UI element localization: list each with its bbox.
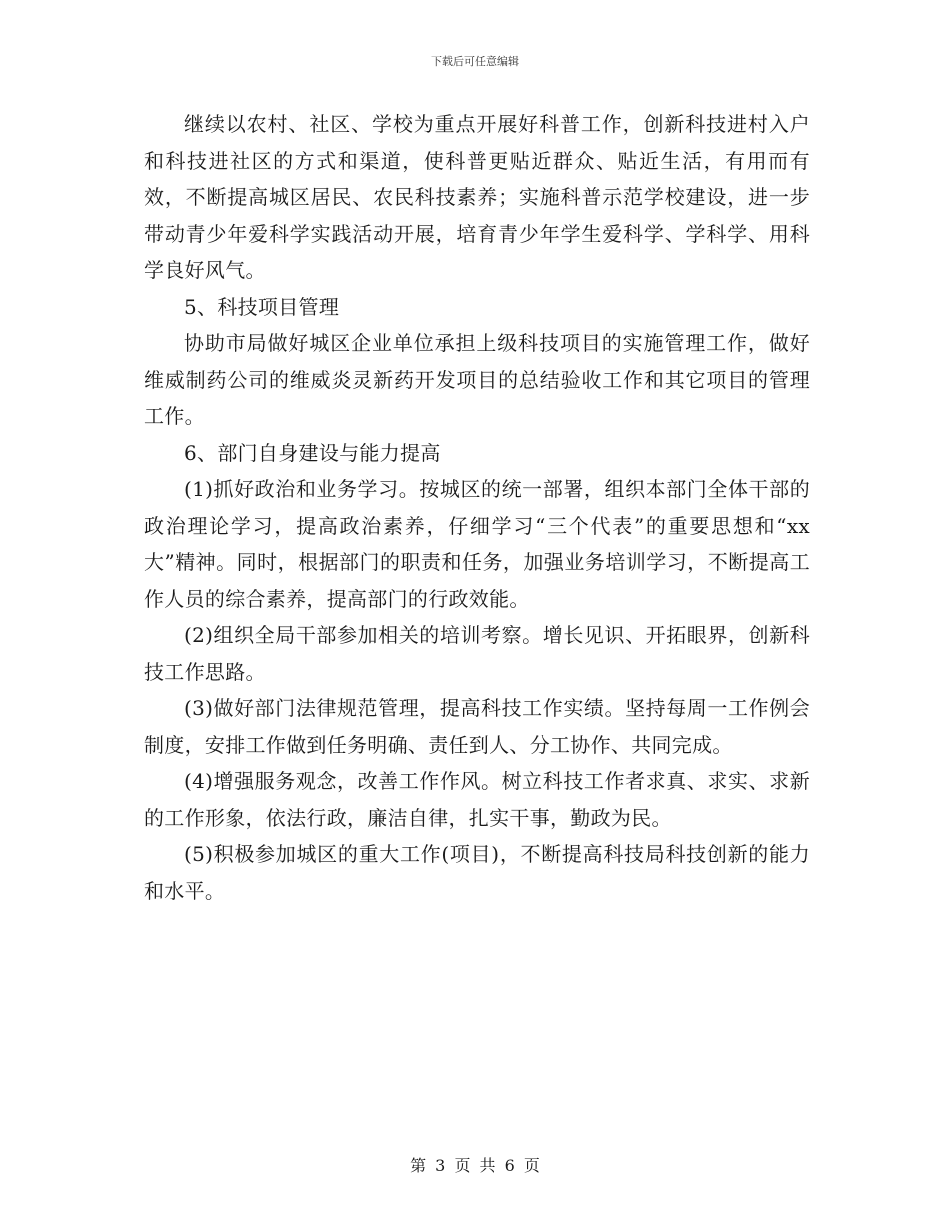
section-heading-project-management: 5、科技项目管理 <box>184 294 340 319</box>
paragraph-item-5: (5)积极参加城区的重大工作(项目)，不断提高科技局科技创新的能力和水平。 <box>144 842 810 903</box>
page-header: 下载后可任意编辑 <box>431 55 519 68</box>
section-heading-department-building: 6、部门自身建设与能力提高 <box>184 440 441 465</box>
paragraph-science-popularization: 继续以农村、社区、学校为重点开展好科普工作，创新科技进村入户和科技进社区的方式和渠道，使科普更贴近群众、贴近生活，有用而有效，不断提高城区居民、农民科技素养；实施科普示范学校建设，进一步带动青少年爱科学实践活动开展，培育青少年学生爱科学、学科学、用科学良好风气。 <box>144 112 810 282</box>
paragraph-item-2: (2)组织全局干部参加相关的培训考察。增长见识、开拓眼界，创新科技工作思路。 <box>144 623 810 684</box>
page-number-footer: 第 3 页 共 6 页 <box>410 1156 540 1175</box>
paragraph-item-4: (4)增强服务观念，改善工作作风。树立科技工作者求真、求实、求新的工作形象，依法行政，廉洁自律，扎实干事，勤政为民。 <box>144 769 810 830</box>
paragraph-item-1: (1)抓好政治和业务学习。按城区的统一部署，组织本部门全体干部的政治理论学习，提高政治素养，仔细学习“三个代表”的重要思想和“xx大”精神。同时，根据部门的职责和任务，加强业务培训学习，不断提高工作人员的综合素养，提高部门的行政效能。 <box>144 477 810 611</box>
document-body <box>144 106 810 909</box>
paragraph-project-management: 协助市局做好城区企业单位承担上级科技项目的实施管理工作，做好维威制药公司的维威炎灵新药开发项目的总结验收工作和其它项目的管理工作。 <box>144 331 810 428</box>
paragraph-item-3: (3)做好部门法律规范管理，提高科技工作实绩。坚持每周一工作例会制度，安排工作做到任务明确、责任到人、分工协作、共同完成。 <box>144 696 810 757</box>
